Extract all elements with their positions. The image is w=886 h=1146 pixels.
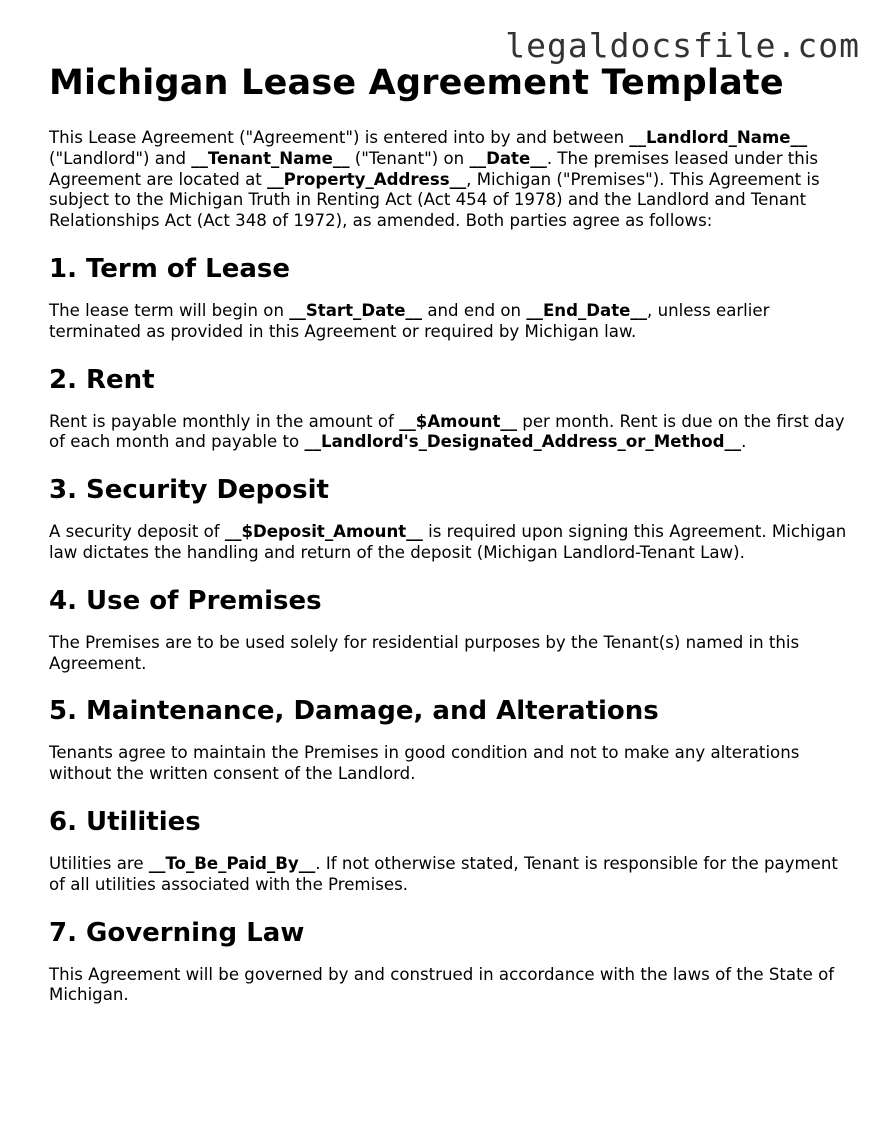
section-text: and end on (422, 300, 527, 320)
section-text: per month. Rent is due on the first day of each month and payable to (49, 411, 845, 452)
deposit-amount-placeholder: __$Deposit_Amount__ (224, 522, 423, 542)
payment-method-placeholder: __Landlord's_Designated_Address_or_Method__ (304, 432, 742, 452)
section-body (49, 522, 849, 564)
section-text: . (741, 432, 747, 452)
watermark-text: legaldocsfile.com (505, 26, 860, 65)
intro-text: . The premises leased under this Agreement are located at (49, 148, 819, 189)
section-body: The Premises are to be used solely for residential purposes by the Tenant(s) named in this Agreement. (49, 632, 800, 673)
end-date-placeholder: __End_Date__ (526, 300, 648, 320)
section-text: A security deposit of (49, 522, 225, 542)
intro-text: This Lease Agreement ("Agreement") is entered into by and between (49, 128, 630, 147)
section-text: , unless earlier terminated as provided in this Agreement or required by Michigan law. (49, 300, 770, 341)
section-text: is required upon signing this Agreement. Michigan law dictates the handling and return of the deposit (Michigan Landlord-Tenant Law). (49, 522, 847, 562)
landlord-name-placeholder: __Landlord_Name__ (629, 128, 808, 147)
section-body (49, 854, 849, 896)
utilities-payer-placeholder: __To_Be_Paid_By__ (148, 853, 316, 873)
section-use-of-premises (49, 585, 849, 675)
section-body: This Agreement will be governed by and construed in accordance with the laws of the State of Michigan. (49, 964, 835, 1005)
date-placeholder: __Date__ (469, 148, 547, 168)
tenant-name-placeholder: __Tenant_Name__ (191, 148, 350, 168)
section-term-of-lease (49, 253, 849, 343)
document-page (49, 60, 849, 1006)
section-text: Utilities are (49, 853, 149, 873)
section-body (49, 412, 849, 454)
section-heading: 7. Governing Law (49, 917, 305, 948)
section-heading: 4. Use of Premises (49, 585, 322, 616)
intro-paragraph (49, 128, 849, 232)
intro-text: ("Tenant") on (349, 148, 470, 168)
section-heading: 6. Utilities (49, 806, 201, 837)
intro-text: , Michigan ("Premises"). This Agreement is subject to the Michigan Truth in Renting Act (Act 454 of 1978) and the Landlord and Tenant Relationships Act (Act 348 of 1972), as amended. Both parties agree as follows: (49, 169, 820, 231)
document-title: Michigan Lease Agreement Template (49, 63, 784, 103)
section-body: Tenants agree to maintain the Premises in good condition and not to make any alterations without the written consent of the Landlord. (49, 743, 800, 784)
property-address-placeholder: __Property_Address__ (267, 169, 467, 189)
section-heading: 1. Term of Lease (49, 253, 290, 284)
section-security-deposit (49, 474, 849, 564)
start-date-placeholder: __Start_Date__ (289, 300, 423, 320)
section-text: The lease term will begin on (49, 300, 290, 320)
section-governing-law (49, 917, 849, 1007)
rent-amount-placeholder: __$Amount__ (399, 411, 518, 431)
section-heading: 5. Maintenance, Damage, and Alterations (49, 696, 659, 727)
section-rent (49, 364, 849, 454)
section-text: . If not otherwise stated, Tenant is responsible for the payment of all utilities associated with the Premises. (49, 853, 838, 894)
section-utilities (49, 806, 849, 896)
intro-text: ("Landlord") and (49, 148, 192, 168)
section-heading: 3. Security Deposit (49, 475, 329, 506)
section-body (49, 301, 849, 343)
section-maintenance (49, 695, 849, 785)
section-heading: 2. Rent (49, 364, 155, 395)
section-text: Rent is payable monthly in the amount of (49, 411, 400, 431)
